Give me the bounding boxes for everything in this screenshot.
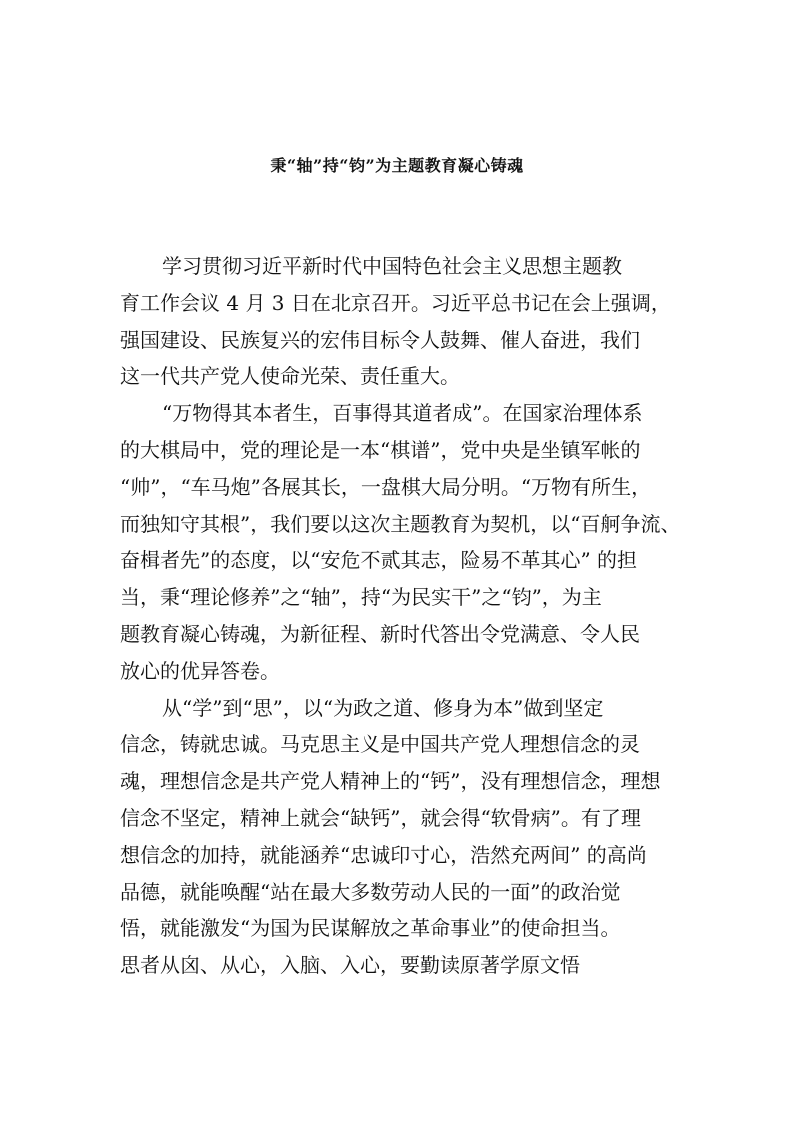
document-title: 秉“轴”持“钧”为主题教育凝心铸魂 bbox=[270, 156, 524, 175]
body-line: 学习贯彻习近平新时代中国特色社会主义思想主题教 bbox=[162, 254, 622, 278]
body-line: 奋楫者先”的态度，以“安危不贰其志，险易不革其心” 的担 bbox=[120, 548, 638, 573]
body-line: 而独知守其根”，我们要以这次主题教育为契机，以“百舸争流、 bbox=[120, 511, 681, 536]
body-line: 品德，就能唤醒“站在最大多数劳动人民的一面”的政治觉 bbox=[120, 879, 621, 904]
body-line: 思者从囟、从心，入脑、入心，要勤读原著学原文悟 bbox=[120, 953, 580, 978]
document-body bbox=[120, 248, 682, 984]
body-line: 当，秉“理论修养”之“轴”，持“为民实干”之“钧”，为主 bbox=[120, 585, 602, 610]
body-line: 想信念的加持，就能涵养“忠诚印寸心，浩然充两间” 的高尚 bbox=[120, 842, 647, 867]
body-line: 育工作会议 4 月 3 日在北京召开。习近平总书记在会上强调， bbox=[120, 290, 671, 315]
body-line: 这一代共产党人使命光荣、责任重大。 bbox=[120, 364, 460, 389]
body-line: 的大棋局中，党的理论是一本“棋谱”，党中央是坐镇军帐的 bbox=[120, 437, 641, 462]
body-line: 信念不坚定，精神上就会“缺钙”，就会得“软骨病”。有了理 bbox=[120, 805, 641, 830]
body-line: 从“学”到“思”，以“为政之道、修身为本”做到坚定 bbox=[162, 695, 604, 720]
body-line: 强国建设、民族复兴的宏伟目标令人鼓舞、催人奋进，我们 bbox=[120, 327, 640, 352]
body-line: 题教育凝心铸魂，为新征程、新时代答出令党满意、令人民 bbox=[120, 621, 640, 646]
body-line: 信念，铸就忠诚。马克思主义是中国共产党人理想信念的灵 bbox=[120, 732, 640, 757]
body-line: 悟，就能激发“为国为民谋解放之革命事业”的使命担当。 bbox=[120, 916, 621, 941]
body-line: 放心的优异答卷。 bbox=[120, 658, 280, 683]
body-line: “帅”，“车马炮”各展其长，一盘棋大局分明。“万物有所生， bbox=[120, 474, 652, 499]
body-line: 魂，理想信念是共产党人精神上的“钙”，没有理想信念，理想 bbox=[120, 769, 661, 794]
body-line: “万物得其本者生，百事得其道者成”。在国家治理体系 bbox=[162, 401, 643, 426]
